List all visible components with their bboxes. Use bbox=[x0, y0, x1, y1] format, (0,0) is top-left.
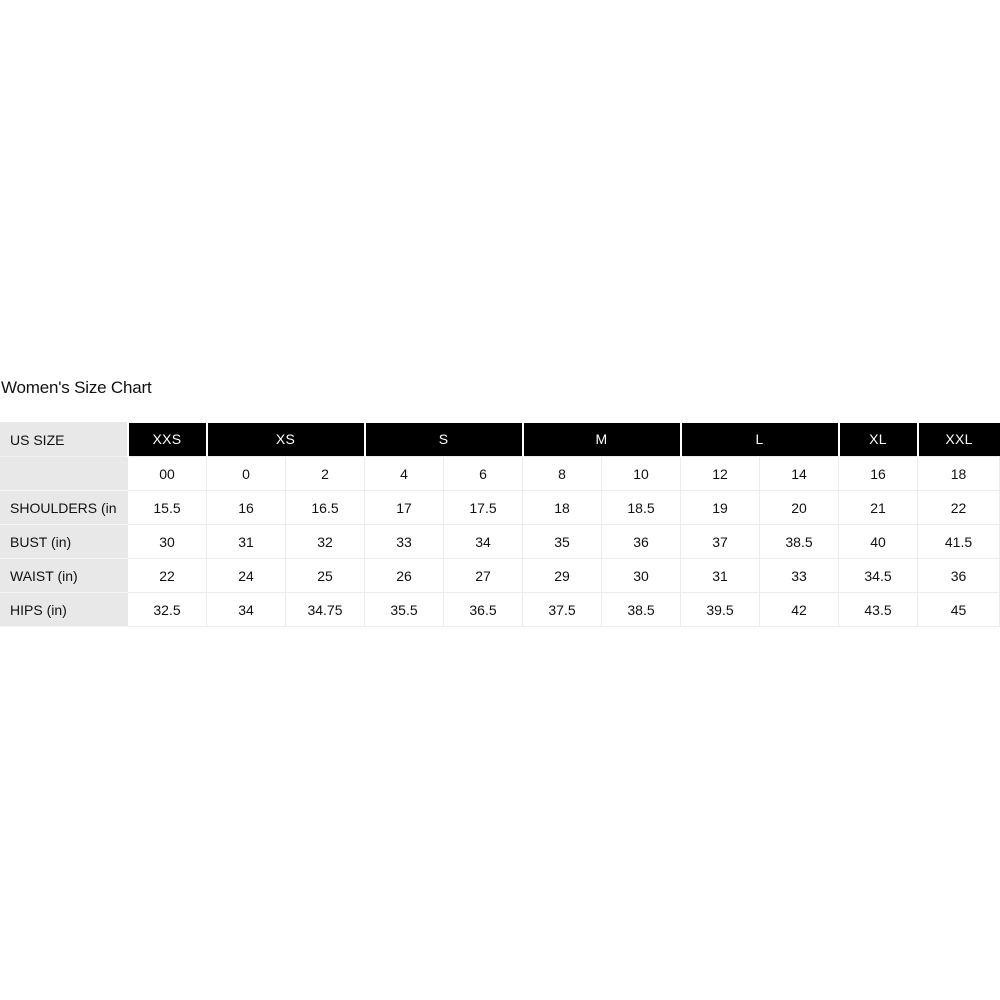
measurement-cell: 37 bbox=[681, 525, 760, 559]
us-number-cell: 18 bbox=[918, 457, 1000, 491]
measurement-cell: 30 bbox=[128, 525, 207, 559]
size-letter-xxl: XXL bbox=[918, 423, 1000, 457]
us-number-cell: 12 bbox=[681, 457, 760, 491]
measurement-cell: 31 bbox=[681, 559, 760, 593]
us-number-cell: 00 bbox=[128, 457, 207, 491]
us-number-cell: 16 bbox=[839, 457, 918, 491]
measurement-cell: 31 bbox=[207, 525, 286, 559]
measurement-cell: 43.5 bbox=[839, 593, 918, 627]
measurement-cell: 24 bbox=[207, 559, 286, 593]
hips-row bbox=[1, 593, 1000, 627]
waist-row bbox=[1, 559, 1000, 593]
measurement-cell: 33 bbox=[365, 525, 444, 559]
us-number-cell: 6 bbox=[444, 457, 523, 491]
measurement-cell: 27 bbox=[444, 559, 523, 593]
measurement-cell: 32 bbox=[286, 525, 365, 559]
measurement-cell: 40 bbox=[839, 525, 918, 559]
shoulders-row-label: SHOULDERS (in bbox=[1, 491, 128, 525]
measurement-cell: 35.5 bbox=[365, 593, 444, 627]
measurement-cell: 21 bbox=[839, 491, 918, 525]
hips-row-label: HIPS (in) bbox=[1, 593, 128, 627]
measurement-cell: 18.5 bbox=[602, 491, 681, 525]
size-letter-header-row bbox=[1, 423, 1000, 457]
measurement-cell: 22 bbox=[918, 491, 1000, 525]
measurement-cell: 36 bbox=[602, 525, 681, 559]
measurement-cell: 35 bbox=[523, 525, 602, 559]
size-letter-s: S bbox=[365, 423, 523, 457]
measurement-cell: 22 bbox=[128, 559, 207, 593]
measurement-cell: 34 bbox=[444, 525, 523, 559]
us-number-cell: 0 bbox=[207, 457, 286, 491]
us-number-cell: 14 bbox=[760, 457, 839, 491]
measurement-cell: 15.5 bbox=[128, 491, 207, 525]
measurement-cell: 16.5 bbox=[286, 491, 365, 525]
size-letter-xs: XS bbox=[207, 423, 365, 457]
measurement-cell: 36 bbox=[918, 559, 1000, 593]
size-chart-table bbox=[0, 422, 1000, 627]
size-letter-l: L bbox=[681, 423, 839, 457]
us-number-cell: 2 bbox=[286, 457, 365, 491]
measurement-cell: 34.75 bbox=[286, 593, 365, 627]
size-letter-xxs: XXS bbox=[128, 423, 207, 457]
us-size-header-label: US SIZE bbox=[1, 423, 128, 457]
us-number-cell: 4 bbox=[365, 457, 444, 491]
measurement-cell: 32.5 bbox=[128, 593, 207, 627]
us-number-row-label bbox=[1, 457, 128, 491]
measurement-cell: 29 bbox=[523, 559, 602, 593]
measurement-cell: 45 bbox=[918, 593, 1000, 627]
waist-row-label: WAIST (in) bbox=[1, 559, 128, 593]
bust-row-label: BUST (in) bbox=[1, 525, 128, 559]
measurement-cell: 41.5 bbox=[918, 525, 1000, 559]
measurement-cell: 30 bbox=[602, 559, 681, 593]
bust-row bbox=[1, 525, 1000, 559]
measurement-cell: 36.5 bbox=[444, 593, 523, 627]
size-letter-m: M bbox=[523, 423, 681, 457]
us-number-row bbox=[1, 457, 1000, 491]
measurement-cell: 33 bbox=[760, 559, 839, 593]
us-number-cell: 8 bbox=[523, 457, 602, 491]
measurement-cell: 16 bbox=[207, 491, 286, 525]
measurement-cell: 34 bbox=[207, 593, 286, 627]
measurement-cell: 34.5 bbox=[839, 559, 918, 593]
shoulders-row bbox=[1, 491, 1000, 525]
size-letter-xl: XL bbox=[839, 423, 918, 457]
measurement-cell: 37.5 bbox=[523, 593, 602, 627]
measurement-cell: 26 bbox=[365, 559, 444, 593]
measurement-cell: 42 bbox=[760, 593, 839, 627]
measurement-cell: 17.5 bbox=[444, 491, 523, 525]
measurement-cell: 38.5 bbox=[602, 593, 681, 627]
page-title: Women's Size Chart bbox=[1, 378, 152, 397]
measurement-cell: 17 bbox=[365, 491, 444, 525]
measurement-cell: 20 bbox=[760, 491, 839, 525]
measurement-cell: 25 bbox=[286, 559, 365, 593]
measurement-cell: 39.5 bbox=[681, 593, 760, 627]
measurement-cell: 38.5 bbox=[760, 525, 839, 559]
us-number-cell: 10 bbox=[602, 457, 681, 491]
measurement-cell: 18 bbox=[523, 491, 602, 525]
measurement-cell: 19 bbox=[681, 491, 760, 525]
